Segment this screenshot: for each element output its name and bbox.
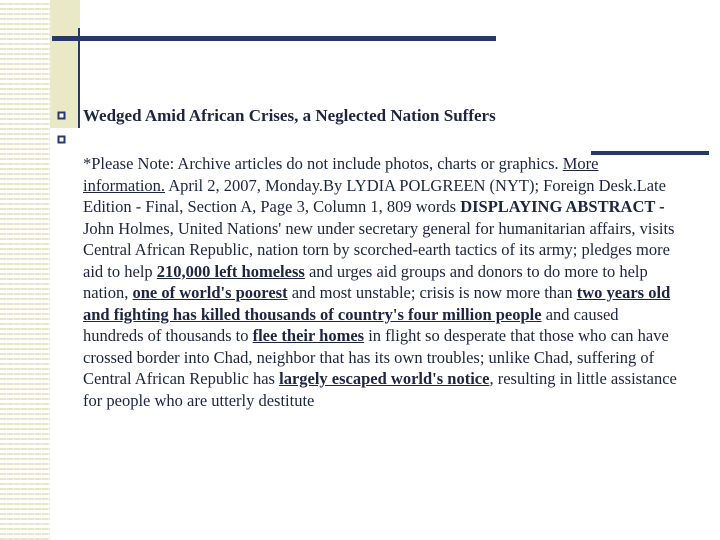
abstract-label: DISPLAYING ABSTRACT - [460, 197, 665, 216]
bullet-icon [57, 111, 66, 120]
decorative-olive-panel [50, 0, 80, 128]
decorative-stripe-band [0, 0, 50, 540]
bullet-square-icon [57, 111, 66, 120]
abstract-text: , resulting in little assistance for people who are utterly destitute [83, 369, 677, 410]
archive-note: *Please Note: Archive articles do not include photos, charts or graphics. [83, 154, 559, 173]
abstract-text: and most unstable; crisis is now more than [291, 283, 573, 302]
highlight-homeless: 210,000 left homeless [156, 261, 305, 281]
abstract-text: and caused hundreds of thousands to [83, 304, 619, 345]
abstract-text: John Holmes, United Nations' new under secretary general for humanitarian affairs, visits Central African Republic, nation torn by scorched-earth tactics of its army; pledges more aid to help [83, 218, 675, 281]
bullet-square-icon [57, 135, 66, 144]
highlight-flee: flee their homes [252, 326, 365, 345]
abstract-text: and urges aid groups and donors to do more to help nation, [83, 261, 648, 302]
decorative-top-rule [52, 36, 496, 41]
article-byline: April 2, 2007, Monday.By LYDIA POLGREEN (NYT); Foreign Desk.Late Edition - Final, Section A, Page 3, Column 1, 809 words [83, 175, 666, 216]
more-information-link[interactable]: More information. [83, 154, 599, 195]
decorative-vertical-rule [78, 28, 80, 128]
abstract-text: in flight so desperate that those who can have crossed border into Chad, neighbor that has its own troubles; unlike Chad, suffering of Central African Republic has [83, 326, 669, 388]
article-body [83, 153, 683, 411]
highlight-fighting: two years old and fighting has killed thousands of country's four million people [83, 283, 671, 324]
bullet-icon [57, 135, 66, 144]
highlight-notice: largely escaped world's notice [279, 369, 490, 388]
slide-title: Wedged Amid African Crises, a Neglected Nation Suffers [83, 106, 496, 125]
highlight-poorest: one of world's poorest [132, 283, 288, 302]
